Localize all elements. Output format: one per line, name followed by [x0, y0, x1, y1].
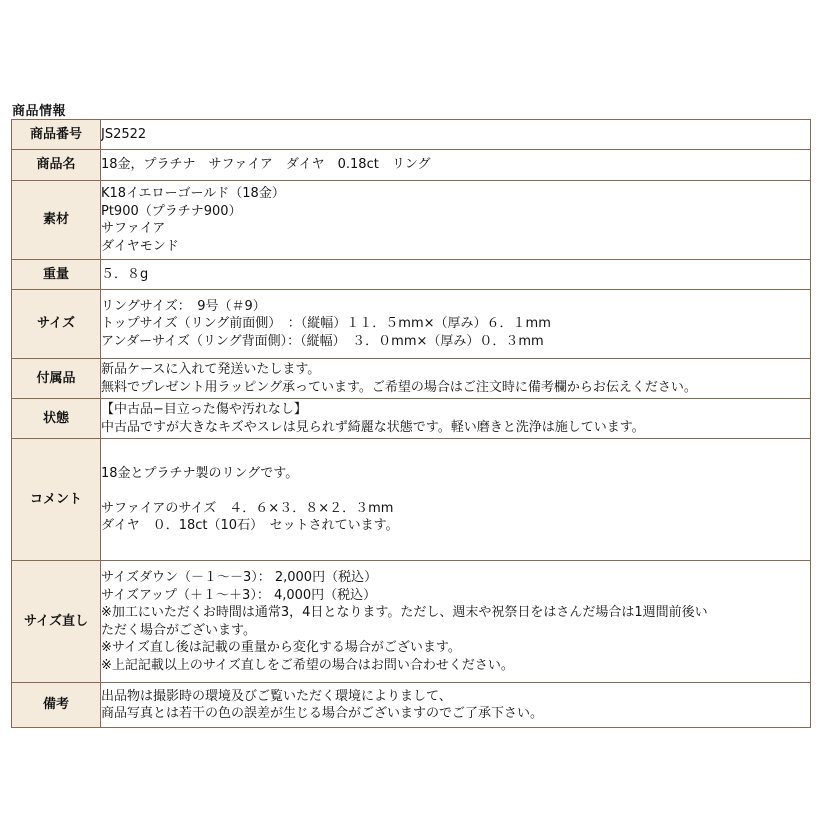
row-product-number: [12, 120, 811, 150]
value-line: ダイヤモンド: [101, 238, 179, 254]
value-product-name: [101, 150, 811, 181]
row-remarks: [12, 683, 811, 728]
value-line: 【中古品−目立った傷や汚れなし】: [101, 402, 307, 417]
label-weight: 重量: [12, 260, 101, 290]
value-line: ５．８g: [101, 266, 149, 282]
value-accessories: [101, 359, 811, 399]
label-size: サイズ: [12, 290, 101, 359]
value-line: 新品ケースに入れて発送いたします。: [101, 362, 321, 377]
value-line: 出品物は撮影時の環境及びご覧いただく環境によりまして、: [101, 688, 452, 704]
value-material: [101, 181, 811, 260]
row-weight: [12, 260, 811, 290]
value-line: 中古品ですが大きなキズやスレは見られず綺麗な状態です。軽い磨きと洗浄は施しています。: [101, 419, 645, 435]
value-line: ダイヤ ０．18ct（10石） セットされています。: [101, 518, 399, 533]
row-resizing: [12, 561, 811, 683]
value-line: JS2522: [101, 126, 147, 142]
product-info-table: [11, 119, 811, 728]
value-line: サイズダウン（－１～－3）： 2,000円（税込）: [101, 570, 378, 585]
value-line: トップサイズ（リング前面側） ：（縦幅）１１．５mm×（厚み）６．１mm: [101, 316, 551, 332]
value-line: Pt900（プラチナ900）: [101, 203, 242, 219]
value-product-number: [101, 120, 811, 150]
value-line: サファイアのサイズ ４．６×３．８×２．３mm: [101, 500, 394, 516]
value-line: [101, 447, 810, 465]
label-material: 素材: [12, 181, 101, 260]
label-remarks: 備考: [12, 683, 101, 728]
value-line: [101, 482, 810, 500]
value-resizing: [101, 561, 811, 683]
value-line: 18金，プラチナ サファイア ダイヤ 0.18ct リング: [101, 157, 431, 173]
value-line: ただく場合がございます。: [101, 622, 256, 638]
value-line: ※上記記載以上のサイズ直しをご希望の場合はお問い合わせください。: [101, 657, 514, 673]
value-condition: [101, 399, 811, 439]
value-line: ※加工にいただくお時間は通常3，4日となります。ただし、週末や祝祭日をはさんだ場合は1週間前後い: [101, 605, 708, 620]
label-product-name: 商品名: [12, 150, 101, 181]
value-line: ※サイズ直し後は記載の重量から変化する場合がございます。: [101, 640, 461, 655]
value-line: 商品写真とは若干の色の誤差が生じる場合がございますのでご了承下さい。: [101, 706, 544, 721]
row-condition: [12, 399, 811, 439]
value-line: 無料でプレゼント用ラッピング承っています。ご希望の場合はご注文時に備考欄からお伝えください。: [101, 379, 697, 395]
value-line: 18金とプラチナ製のリングです。: [101, 465, 299, 481]
label-product-number: 商品番号: [12, 120, 101, 150]
value-line: リングサイズ： 9号（＃9）: [101, 298, 266, 314]
value-line: アンダーサイズ（リング背面側）：（縦幅） ３．０mm×（厚み）０．３mm: [101, 333, 544, 349]
row-size: [12, 290, 811, 359]
label-accessories: 付属品: [12, 359, 101, 399]
row-material: [12, 181, 811, 260]
row-product-name: [12, 150, 811, 181]
value-comment: [101, 439, 811, 561]
value-size: [101, 290, 811, 359]
value-line: サイズアップ（＋１～＋3）： 4,000円（税込）: [101, 587, 377, 603]
value-line: K18イエローゴールド（18金）: [101, 186, 285, 201]
row-accessories: [12, 359, 811, 399]
label-comment: コメント: [12, 439, 101, 561]
value-line: [101, 535, 810, 553]
section-title: 商品情報: [12, 104, 67, 119]
value-remarks: [101, 683, 811, 728]
row-comment: [12, 439, 811, 561]
value-line: サファイア: [101, 221, 166, 236]
value-weight: [101, 260, 811, 290]
label-resizing: サイズ直し: [12, 561, 101, 683]
label-condition: 状態: [12, 399, 101, 439]
